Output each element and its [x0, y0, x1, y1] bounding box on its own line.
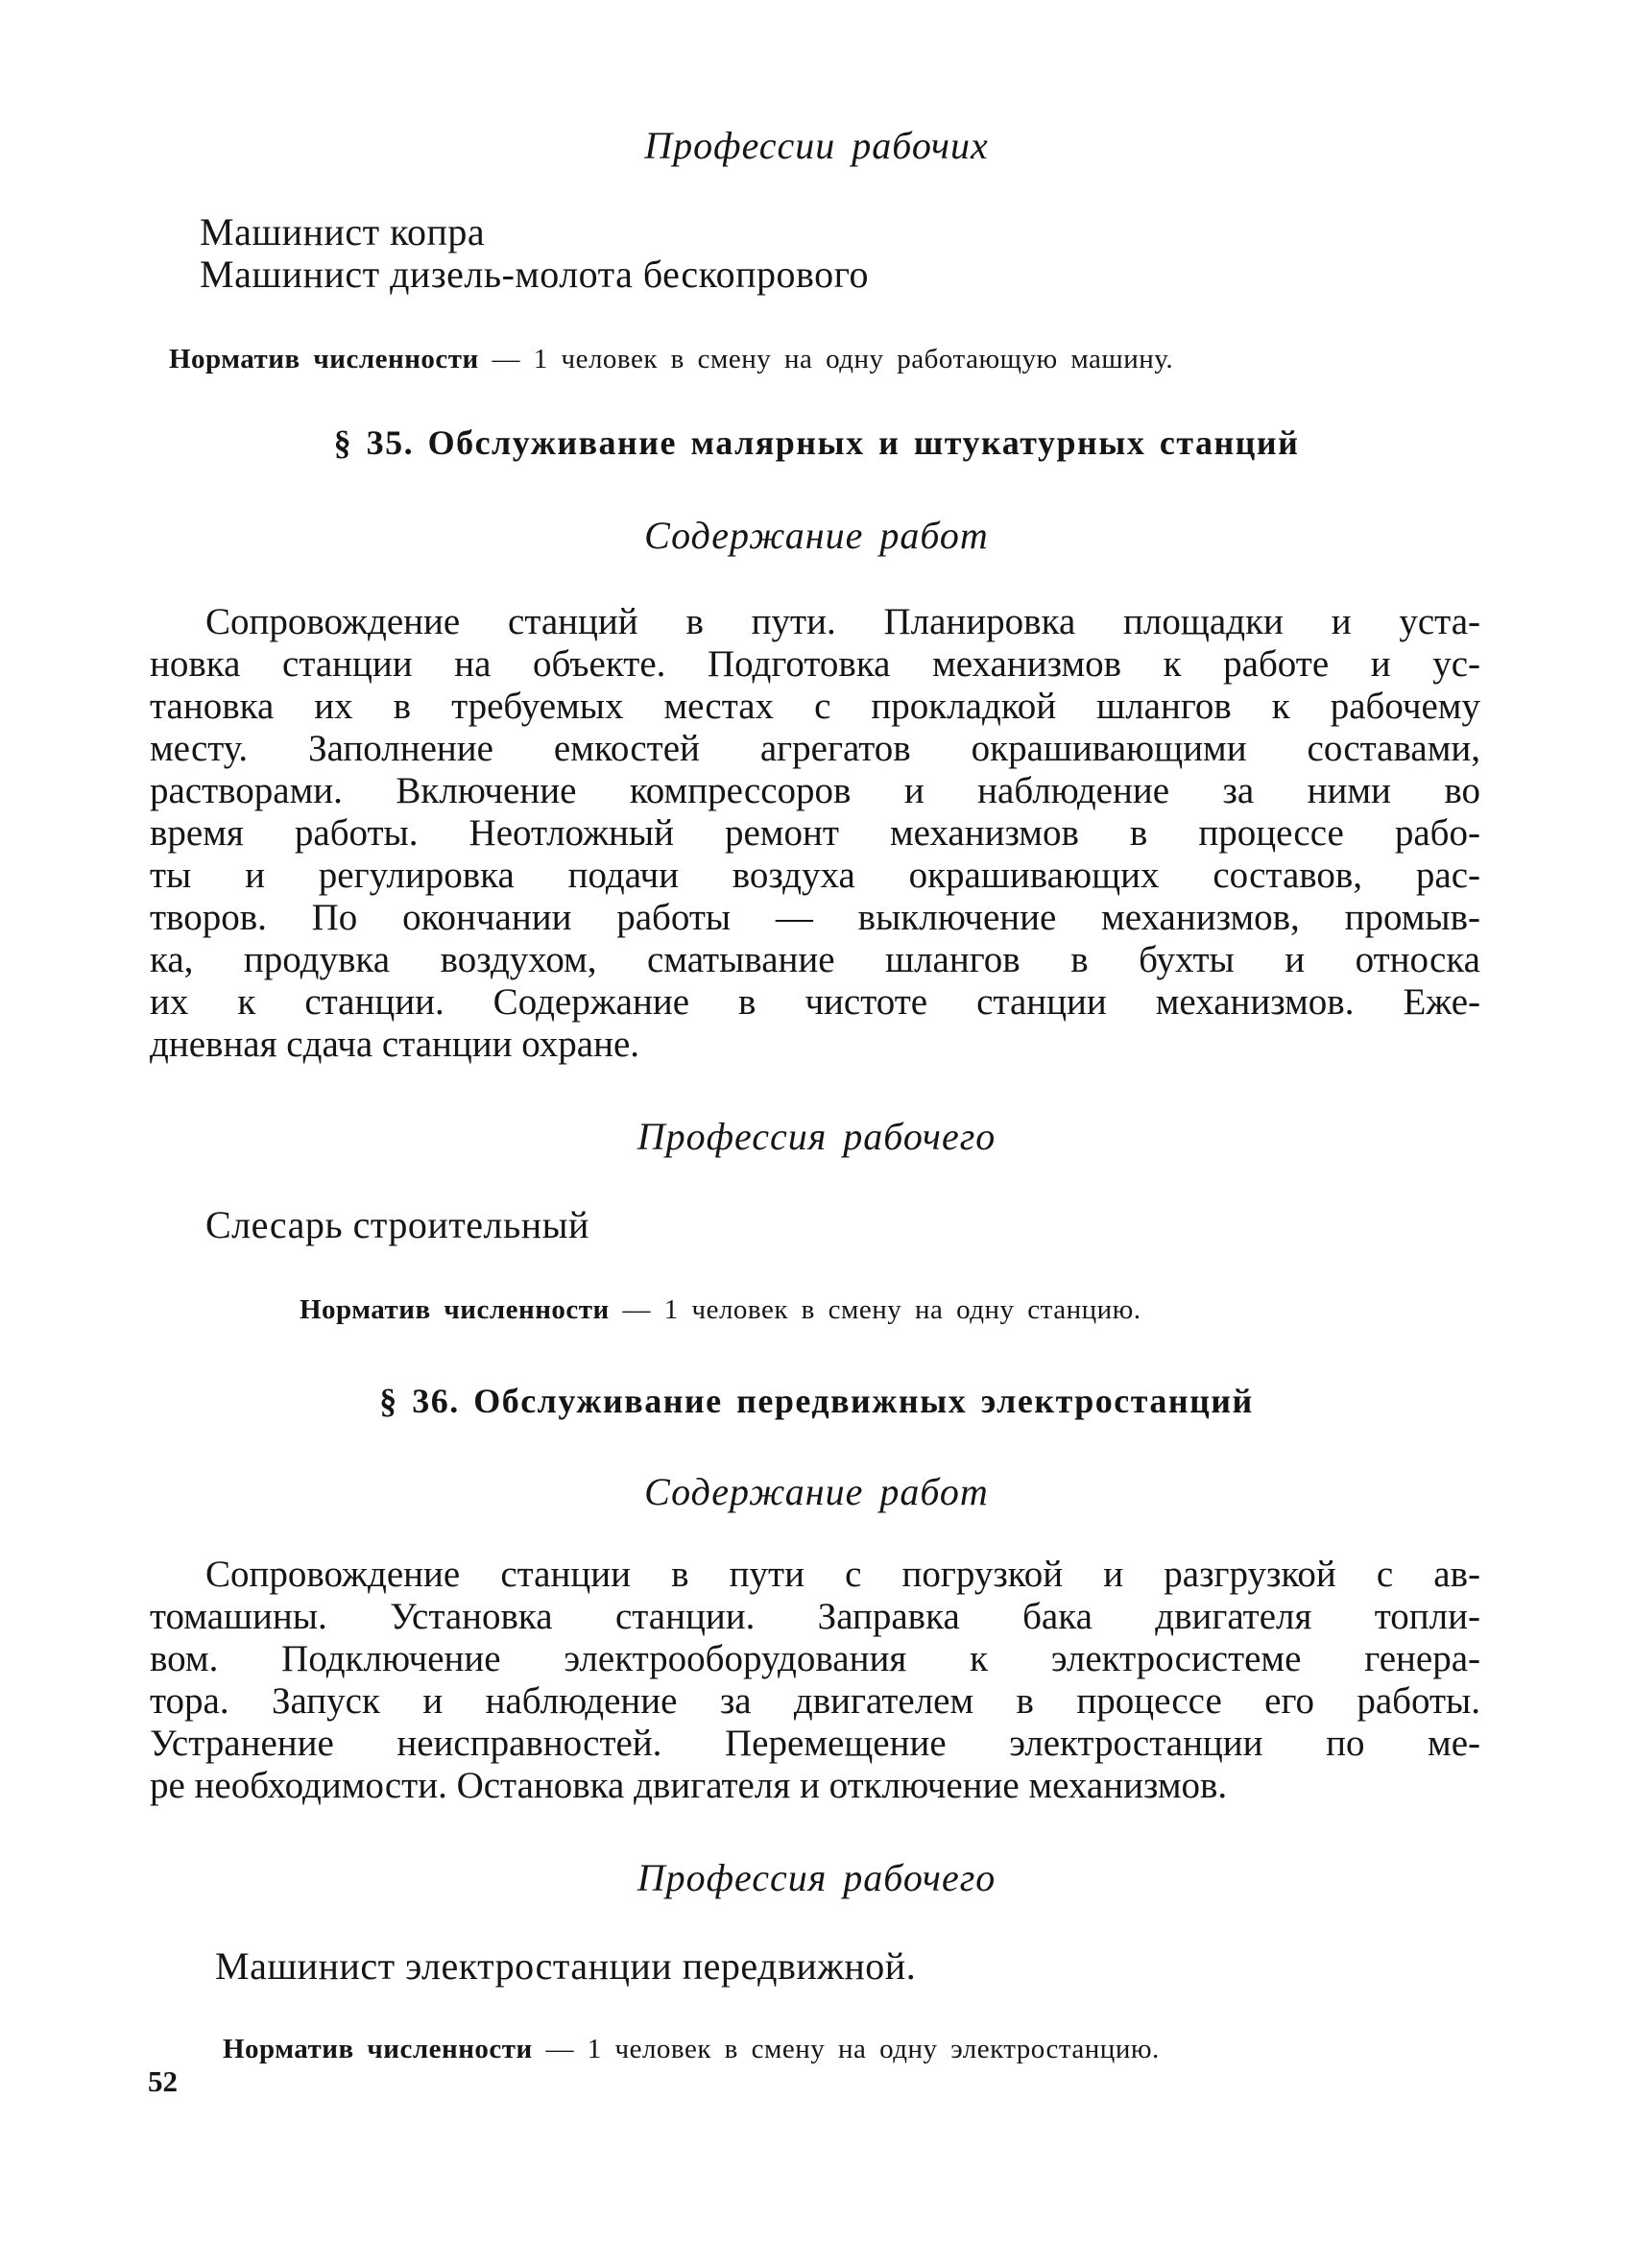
paragraph-line: растворами. Включение компрессоров и наблюдение за ними во [150, 770, 1480, 811]
paragraph-line: месту. Заполнение емкостей агрегатов окрашивающими составами, [150, 728, 1480, 769]
section-36-paragraph [150, 1554, 1480, 1807]
section-36-profession-heading: Профессия рабочего [636, 1856, 997, 1899]
norm-line-section-36 [223, 2034, 1160, 2065]
section-35-content-heading: Содержание работ [644, 514, 989, 557]
norm-line-top [169, 344, 1173, 375]
paragraph-line: тановка их в требуемых местах с прокладкой шлангов к рабочему [150, 686, 1480, 727]
page-number: 52 [148, 2064, 178, 2098]
section-35-paragraph [150, 601, 1480, 1066]
norm-text: — 1 человек в смену на одну работающую машину. [492, 344, 1174, 374]
section-35-profession-heading: Профессия рабочего [636, 1115, 997, 1158]
paragraph-line: ка, продувка воздухом, сматывание шлангов в бухты и относка [150, 939, 1480, 980]
paragraph-line: вом. Подключение электрооборудования к электросистеме генера- [150, 1638, 1480, 1679]
norm-label: Норматив численности [223, 2034, 533, 2064]
norm-label: Норматив численности [300, 1294, 610, 1325]
paragraph-line: новка станции на объекте. Подготовка механизмов к работе и ус- [150, 643, 1480, 685]
worker-mobile-power-station-operator: Машинист электростанции передвижной. [215, 1944, 917, 1988]
paragraph-line: ты и регулировка подачи воздуха окрашивающих составов, рас- [150, 855, 1480, 896]
paragraph-line: томашины. Установка станции. Заправка бака двигателя топли- [150, 1596, 1480, 1637]
section-36-title: § 36. Обслуживание передвижных электростанций [379, 1382, 1254, 1420]
paragraph-line: ре необходимости. Остановка двигателя и отключение механизмов. [150, 1765, 1228, 1806]
professions-heading: Профессии рабочих [644, 124, 989, 167]
paragraph-line: дневная сдача станции охране. [150, 1024, 640, 1065]
paragraph-line: Сопровождение станции в пути с погрузкой и разгрузкой с ав- [205, 1554, 1480, 1595]
paragraph-line: Сопровождение станций в пути. Планировка площадки и уста- [205, 601, 1480, 642]
paragraph-line: творов. По окончании работы — выключение механизмов, промыв- [150, 897, 1480, 938]
norm-label: Норматив численности [169, 344, 479, 374]
paragraph-line: их к станции. Содержание в чистоте станции механизмов. Еже- [150, 981, 1480, 1023]
worker-construction-fitter: Слесарь строительный [205, 1203, 589, 1246]
norm-line-section-35 [300, 1294, 1141, 1326]
paragraph-line: Устранение неисправностей. Перемещение электростанции по ме- [150, 1723, 1480, 1764]
section-36-content-heading: Содержание работ [644, 1470, 989, 1513]
norm-text: — 1 человек в смену на одну электростанцию. [545, 2034, 1160, 2064]
worker-diesel-hammer-operator: Машинист дизель-молота бескопрового [200, 253, 870, 296]
paragraph-line: тора. Запуск и наблюдение за двигателем в процессе его работы. [150, 1680, 1480, 1722]
section-35-title: § 35. Обслуживание малярных и штукатурных станций [333, 423, 1300, 462]
worker-pile-driver-operator: Машинист копра [200, 210, 486, 253]
paragraph-line: время работы. Неотложный ремонт механизмов в процессе рабо- [150, 812, 1480, 854]
norm-text: — 1 человек в смену на одну станцию. [622, 1294, 1141, 1325]
